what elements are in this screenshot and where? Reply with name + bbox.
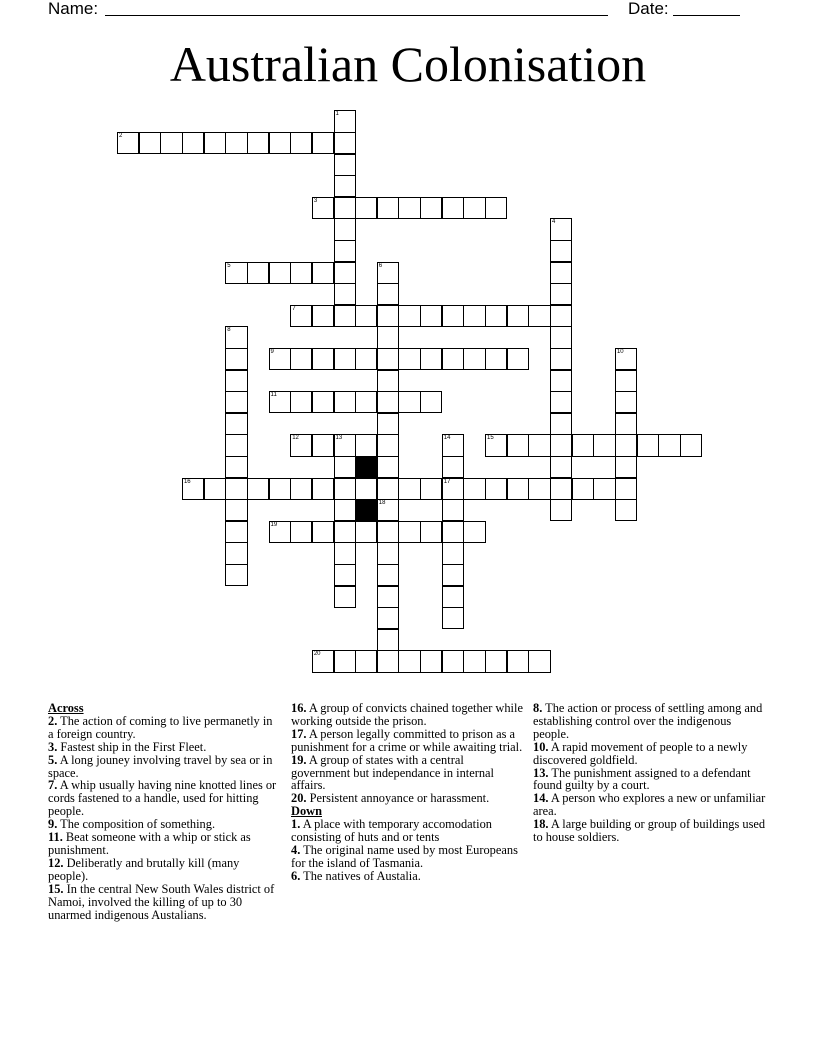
grid-cell[interactable] xyxy=(550,218,572,240)
clue-number-label: 11 xyxy=(270,392,277,399)
clue-number: 6. xyxy=(291,868,301,883)
clue-number-label: 7 xyxy=(292,305,296,312)
clue-item xyxy=(533,818,769,844)
grid-cell[interactable] xyxy=(398,521,420,543)
clue-number: 9. xyxy=(48,817,58,832)
clue-item xyxy=(291,844,523,870)
grid-cell[interactable] xyxy=(420,391,442,413)
grid-cell[interactable] xyxy=(225,456,247,478)
grid-cell[interactable] xyxy=(290,434,312,456)
grid-cell[interactable] xyxy=(680,434,702,456)
clue-number: 1. xyxy=(291,817,301,832)
grid-cell[interactable] xyxy=(355,478,377,500)
grid-cell[interactable] xyxy=(225,348,247,370)
clue-text: Beat someone with a whip or stick as punishment. xyxy=(48,830,251,857)
grid-cell[interactable] xyxy=(247,132,269,154)
grid-cell[interactable] xyxy=(377,305,399,327)
grid-cell[interactable] xyxy=(247,262,269,284)
grid-cell[interactable] xyxy=(550,326,572,348)
clue-number: 13. xyxy=(533,765,549,780)
clue-text: A place with temporary accomodation consisting of huts and or tents xyxy=(291,817,492,845)
grid-cell[interactable] xyxy=(615,370,637,392)
grid-cell[interactable] xyxy=(485,434,507,456)
clue-text: A large building or group of buildings used to house soldiers. xyxy=(533,817,766,845)
clue-number-label: 3 xyxy=(313,197,318,204)
grid-cell[interactable] xyxy=(225,391,247,413)
grid-cell[interactable] xyxy=(312,391,334,413)
across-heading: Across xyxy=(48,701,84,715)
grid-cell[interactable] xyxy=(420,305,442,327)
grid-cell[interactable] xyxy=(615,348,637,370)
clue-number: 17. xyxy=(291,726,307,741)
grid-cell[interactable] xyxy=(593,434,615,456)
grid-cell[interactable] xyxy=(312,305,334,327)
grid-cell[interactable] xyxy=(442,456,464,478)
grid-cell[interactable] xyxy=(637,434,659,456)
grid-cell[interactable] xyxy=(225,262,247,284)
grid-cell[interactable] xyxy=(398,348,420,370)
grid-cell[interactable] xyxy=(377,413,399,435)
grid-cell[interactable] xyxy=(442,434,464,456)
grid-cell[interactable] xyxy=(377,326,399,348)
grid-cell[interactable] xyxy=(290,305,312,327)
grid-cell[interactable] xyxy=(312,197,334,219)
grid-cell[interactable] xyxy=(334,521,356,543)
clue-number: 8. xyxy=(533,701,543,715)
clue-number-label: 17 xyxy=(443,478,451,485)
clue-item xyxy=(533,741,769,767)
grid-cell[interactable] xyxy=(658,434,680,456)
grid-cell[interactable] xyxy=(377,607,399,629)
clue-number: 15. xyxy=(48,881,64,896)
grid-cell[interactable] xyxy=(550,499,572,521)
grid-cell[interactable] xyxy=(334,262,356,284)
grid-cell[interactable] xyxy=(334,478,356,500)
grid-cell[interactable] xyxy=(290,348,312,370)
grid-cell[interactable] xyxy=(334,132,356,154)
grid-cell[interactable] xyxy=(334,110,356,132)
grid-cell[interactable] xyxy=(334,542,356,564)
clue-number: 10. xyxy=(533,739,549,754)
grid-cell[interactable] xyxy=(377,478,399,500)
grid-cell[interactable] xyxy=(442,564,464,586)
clue-number-label: 6 xyxy=(378,262,383,269)
grid-cell[interactable] xyxy=(355,521,377,543)
clue-number: 5. xyxy=(48,752,58,767)
clue-item xyxy=(291,818,523,844)
grid-cell[interactable] xyxy=(377,197,399,219)
clue-text: The composition of something. xyxy=(60,817,216,832)
clue-number: 4. xyxy=(291,842,301,857)
clue-item xyxy=(533,792,769,818)
clue-text: The action of coming to live permanetly in a foreign country. xyxy=(48,713,273,741)
grid-cell[interactable] xyxy=(398,305,420,327)
grid-cell[interactable] xyxy=(442,348,464,370)
grid-cell[interactable] xyxy=(290,132,312,154)
clue-number: 2. xyxy=(48,713,58,728)
clue-number: 12. xyxy=(48,855,64,870)
grid-cell[interactable] xyxy=(269,132,291,154)
grid-cell[interactable] xyxy=(377,499,399,521)
grid-cell[interactable] xyxy=(442,499,464,521)
grid-cell[interactable] xyxy=(615,456,637,478)
clue-item xyxy=(48,754,280,780)
grid-cell[interactable] xyxy=(160,132,182,154)
grid-cell[interactable] xyxy=(312,521,334,543)
grid-cell[interactable] xyxy=(550,305,572,327)
grid-cell[interactable] xyxy=(225,413,247,435)
clue-text: A long jouney involving travel by sea or in space. xyxy=(48,752,273,780)
grid-cell[interactable] xyxy=(334,305,356,327)
grid-cell[interactable] xyxy=(269,262,291,284)
grid-cell[interactable] xyxy=(442,305,464,327)
grid-cell[interactable] xyxy=(312,650,334,672)
clue-number-label: 14 xyxy=(443,435,451,442)
clue-item xyxy=(48,831,280,857)
grid-cell[interactable] xyxy=(485,305,507,327)
grid-cell[interactable] xyxy=(507,650,529,672)
grid-cell[interactable] xyxy=(593,478,615,500)
grid-cell[interactable] xyxy=(377,391,399,413)
clue-number: 16. xyxy=(291,701,307,715)
grid-cell[interactable] xyxy=(420,348,442,370)
clue-item xyxy=(48,779,280,818)
clue-item xyxy=(291,754,523,793)
grid-cell[interactable] xyxy=(334,348,356,370)
grid-cell[interactable] xyxy=(485,348,507,370)
grid-cell[interactable] xyxy=(312,262,334,284)
grid-cell[interactable] xyxy=(463,348,485,370)
grid-cell[interactable] xyxy=(225,499,247,521)
clue-number-label: 10 xyxy=(616,349,624,355)
clue-text: Persistent annoyance or harassment. xyxy=(309,791,490,806)
grid-cell[interactable] xyxy=(550,456,572,478)
grid-cell[interactable] xyxy=(550,413,572,435)
grid-cell[interactable] xyxy=(182,478,204,500)
grid-cell[interactable] xyxy=(442,521,464,543)
clues-column-1 xyxy=(48,702,280,921)
clue-number-label: 9 xyxy=(270,349,274,355)
grid-cell[interactable] xyxy=(355,391,377,413)
grid-cell[interactable] xyxy=(312,478,334,500)
grid-cell[interactable] xyxy=(463,197,485,219)
clue-number: 3. xyxy=(48,739,58,754)
clue-text: A group of convicts chained together while working outside the prison. xyxy=(291,701,523,728)
grid-cell[interactable] xyxy=(615,499,637,521)
grid-cell[interactable] xyxy=(334,175,356,197)
clue-item xyxy=(291,702,523,728)
clue-number-label: 15 xyxy=(487,435,494,442)
clues-column-3 xyxy=(533,702,769,844)
clue-text: The original name used by most Europeans for the island of Tasmania. xyxy=(291,842,518,870)
grid-cell[interactable] xyxy=(377,586,399,608)
grid-cell[interactable] xyxy=(355,650,377,672)
clue-text: The action or process of settling among and establishing control over the indigenous people. xyxy=(533,701,763,741)
clue-number-label: 5 xyxy=(227,262,231,269)
clue-item xyxy=(533,767,769,793)
grid-cell[interactable] xyxy=(507,478,529,500)
grid-cell[interactable] xyxy=(334,650,356,672)
grid-cell[interactable] xyxy=(312,348,334,370)
grid-cell[interactable] xyxy=(463,521,485,543)
grid-cell[interactable] xyxy=(398,478,420,500)
clue-text: A group of states with a central government but independance in internal affairs. xyxy=(291,752,494,793)
clue-number-label: 8 xyxy=(227,327,231,334)
grid-cell[interactable] xyxy=(463,650,485,672)
clue-number-label: 20 xyxy=(313,651,321,658)
grid-cell[interactable] xyxy=(377,521,399,543)
grid-cell[interactable] xyxy=(225,564,247,586)
clue-item xyxy=(533,702,769,741)
grid-cell[interactable] xyxy=(550,434,572,456)
clue-text: A person who explores a new or unfamiliar area. xyxy=(533,791,766,819)
grid-cell[interactable] xyxy=(550,283,572,305)
grid-cell[interactable] xyxy=(463,305,485,327)
grid-cell[interactable] xyxy=(442,197,464,219)
clue-number-label: 2 xyxy=(119,133,123,139)
grid-cell[interactable] xyxy=(377,564,399,586)
clue-item xyxy=(291,870,523,883)
grid-cell[interactable] xyxy=(615,478,637,500)
grid-cell[interactable] xyxy=(507,305,529,327)
clue-number-label: 4 xyxy=(552,219,556,226)
grid-cell[interactable] xyxy=(290,478,312,500)
clue-number: 20. xyxy=(291,791,307,806)
page-title: Australian Colonisation xyxy=(169,36,647,92)
grid-cell[interactable] xyxy=(377,542,399,564)
grid-cell[interactable] xyxy=(290,521,312,543)
clue-number: 14. xyxy=(533,791,549,806)
clue-text: In the central New South Wales district of Namoi, involved the killing of up to 30 unarmed indigenous Austalians. xyxy=(48,881,275,922)
grid-cell[interactable] xyxy=(204,132,226,154)
grid-cell[interactable] xyxy=(442,650,464,672)
grid-cell[interactable] xyxy=(334,434,356,456)
grid-cell[interactable] xyxy=(420,650,442,672)
grid-cell[interactable] xyxy=(377,283,399,305)
grid-cell[interactable] xyxy=(615,413,637,435)
grid-cell[interactable] xyxy=(204,478,226,500)
grid-cell[interactable] xyxy=(528,650,550,672)
clue-item xyxy=(48,857,280,883)
grid-cell[interactable] xyxy=(225,370,247,392)
grid-cell[interactable] xyxy=(420,478,442,500)
clue-number-label: 1 xyxy=(335,111,339,118)
clue-number-label: 12 xyxy=(292,435,299,442)
grid-cell[interactable] xyxy=(334,391,356,413)
grid-cell[interactable] xyxy=(269,391,291,413)
grid-cell[interactable] xyxy=(463,478,485,500)
grid-cell[interactable] xyxy=(377,348,399,370)
grid-cell[interactable] xyxy=(334,283,356,305)
grid-cell[interactable] xyxy=(334,240,356,262)
clue-item xyxy=(291,728,523,754)
grid-cell[interactable] xyxy=(334,456,356,478)
grid-cell[interactable] xyxy=(225,132,247,154)
grid-cell[interactable] xyxy=(377,456,399,478)
grid-cell[interactable] xyxy=(507,348,529,370)
grid-cell[interactable] xyxy=(572,478,594,500)
grid-cell[interactable] xyxy=(442,586,464,608)
black-square xyxy=(355,499,377,521)
grid-cell[interactable] xyxy=(615,391,637,413)
grid-cell[interactable] xyxy=(182,132,204,154)
grid-cell[interactable] xyxy=(550,478,572,500)
clue-text: A person legally committed to prison as a punishment for a crime or while awaiting trial. xyxy=(291,726,523,754)
grid-cell[interactable] xyxy=(528,434,550,456)
grid-cell[interactable] xyxy=(312,434,334,456)
grid-cell[interactable] xyxy=(420,197,442,219)
grid-cell[interactable] xyxy=(377,629,399,651)
grid-cell[interactable] xyxy=(572,434,594,456)
clue-number-label: 18 xyxy=(378,500,386,507)
clue-text: The natives of Austalia. xyxy=(303,868,421,883)
grid-cell[interactable] xyxy=(290,391,312,413)
grid-cell[interactable] xyxy=(615,434,637,456)
clue-number: 19. xyxy=(291,752,307,767)
clue-text: Fastest ship in the First Fleet. xyxy=(60,739,207,754)
grid-cell[interactable] xyxy=(290,262,312,284)
grid-cell[interactable] xyxy=(312,132,334,154)
clue-number: 18. xyxy=(533,817,549,832)
clue-item xyxy=(48,883,280,922)
grid-cell[interactable] xyxy=(269,348,291,370)
grid-cell[interactable] xyxy=(334,564,356,586)
date-label: Date: xyxy=(628,0,669,18)
clue-text: A rapid movement of people to a newly discovered goldfield. xyxy=(533,739,748,767)
grid-cell[interactable] xyxy=(550,348,572,370)
grid-cell[interactable] xyxy=(334,218,356,240)
clue-text: Deliberatly and brutally kill (many people). xyxy=(48,855,240,883)
grid-cell[interactable] xyxy=(398,391,420,413)
grid-cell[interactable] xyxy=(398,197,420,219)
grid-cell[interactable] xyxy=(442,478,464,500)
grid-cell[interactable] xyxy=(269,478,291,500)
clue-item xyxy=(291,792,523,805)
grid-cell[interactable] xyxy=(550,240,572,262)
black-square xyxy=(355,456,377,478)
grid-cell[interactable] xyxy=(225,326,247,348)
grid-cell[interactable] xyxy=(550,370,572,392)
grid-cell[interactable] xyxy=(334,499,356,521)
grid-cell[interactable] xyxy=(334,197,356,219)
clue-number-label: 13 xyxy=(335,435,343,442)
name-label: Name: xyxy=(48,0,99,18)
grid-cell[interactable] xyxy=(528,305,550,327)
grid-cell[interactable] xyxy=(247,478,269,500)
grid-cell[interactable] xyxy=(355,434,377,456)
grid-cell[interactable] xyxy=(139,132,161,154)
grid-cell[interactable] xyxy=(528,478,550,500)
grid-cell[interactable] xyxy=(225,434,247,456)
grid-cell[interactable] xyxy=(225,521,247,543)
grid-cell[interactable] xyxy=(442,607,464,629)
grid-cell[interactable] xyxy=(485,478,507,500)
clue-number-label: 19 xyxy=(270,521,278,528)
grid-cell[interactable] xyxy=(269,521,291,543)
grid-cell[interactable] xyxy=(485,197,507,219)
grid-cell[interactable] xyxy=(398,650,420,672)
clue-number: 7. xyxy=(48,778,58,793)
grid-cell[interactable] xyxy=(355,348,377,370)
grid-cell[interactable] xyxy=(377,650,399,672)
clue-text: The punishment assigned to a defendant found guilty by a court. xyxy=(533,765,751,793)
grid-cell[interactable] xyxy=(377,434,399,456)
grid-cell[interactable] xyxy=(420,521,442,543)
grid-cell[interactable] xyxy=(550,262,572,284)
grid-cell[interactable] xyxy=(117,132,139,154)
grid-cell[interactable] xyxy=(507,434,529,456)
grid-cell[interactable] xyxy=(377,370,399,392)
grid-cell[interactable] xyxy=(334,154,356,176)
grid-cell[interactable] xyxy=(485,650,507,672)
down-heading: Down xyxy=(291,804,322,819)
clue-number: 11. xyxy=(48,830,63,845)
grid-cell[interactable] xyxy=(355,305,377,327)
grid-cell[interactable] xyxy=(334,586,356,608)
clue-item xyxy=(48,715,280,741)
clue-number-label: 16 xyxy=(183,478,191,485)
clue-text: A whip usually having nine knotted lines or cords fastened to a handle, used for hitting people. xyxy=(48,778,277,819)
grid-cell[interactable] xyxy=(377,262,399,284)
grid-cell[interactable] xyxy=(355,197,377,219)
clues-column-2 xyxy=(291,702,523,883)
grid-cell[interactable] xyxy=(442,542,464,564)
grid-cell[interactable] xyxy=(550,391,572,413)
grid-cell[interactable] xyxy=(225,478,247,500)
grid-cell[interactable] xyxy=(225,542,247,564)
